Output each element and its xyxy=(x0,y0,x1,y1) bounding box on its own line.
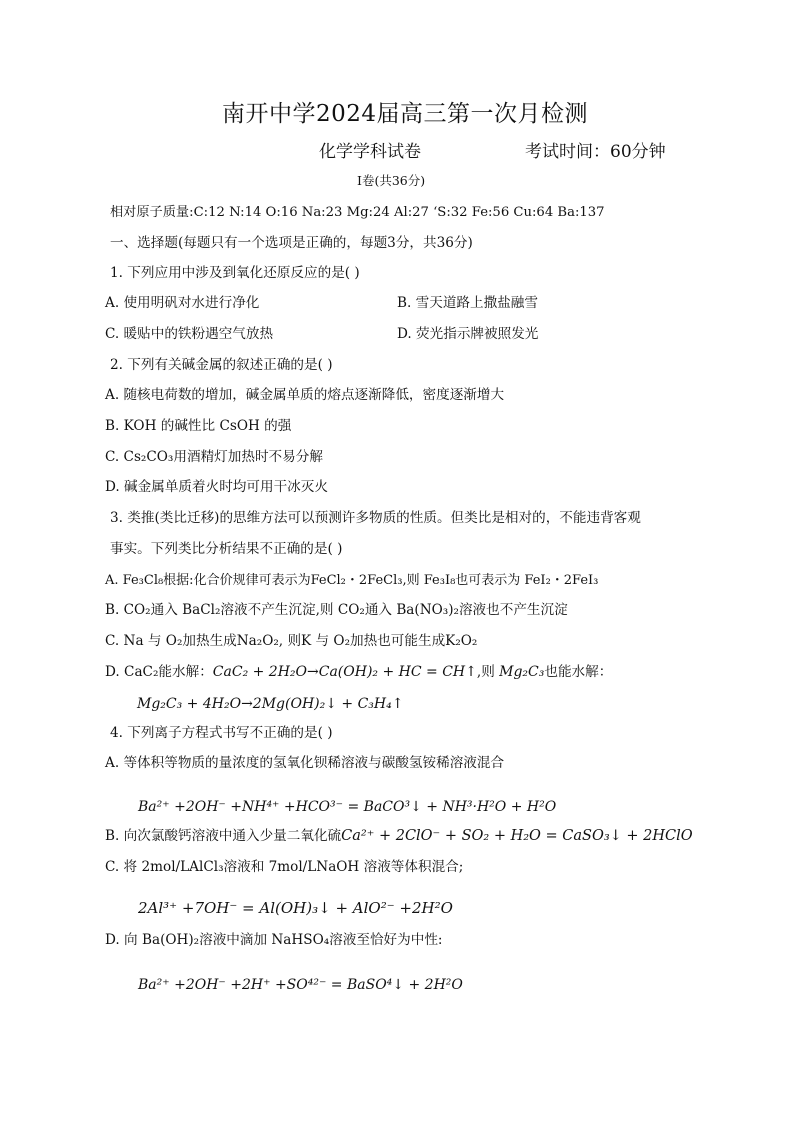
question-3-option-d-prefix: D. CaC₂能水解： xyxy=(105,664,213,680)
question-4-option-b xyxy=(105,829,693,844)
question-4-option-b-text: B. 向次氯酸钙溶液中通入少量二氧化硫 xyxy=(105,828,342,844)
exam-time-label: 考试时间：60分钟 xyxy=(525,142,666,162)
question-2-stem: 2. 下列有关碱金属的叙述正确的是( ) xyxy=(110,357,333,373)
question-2-option-c: C. Cs₂CO₃用酒精灯加热时不易分解 xyxy=(105,449,323,465)
atomic-masses: 相对原子质量:C:12 N:14 O:16 Na:23 Mg:24 Al:27 ‘S:32 Fe:56 Cu:64 Ba:137 xyxy=(110,205,605,220)
page-title: 南开中学2024届高三第一次月检测 xyxy=(222,101,589,127)
subject-label: 化学学科试卷 xyxy=(319,142,421,162)
question-1-stem: 1. 下列应用中涉及到氧化还原反应的是( ) xyxy=(110,265,360,281)
question-4-option-b-equation: Ca²⁺ + 2ClO⁻ + SO₂ + H₂O = CaSO₃↓ + 2HClO xyxy=(341,828,693,844)
question-3-option-d-equation: CaC₂ + 2H₂O→Ca(OH)₂ + HC = CH↑ xyxy=(212,664,477,680)
volume-label: Ⅰ卷(共36分) xyxy=(357,173,426,188)
question-1-option-d: D. 荧光指示牌被照发光 xyxy=(397,326,539,342)
question-2-option-b: B. KOH 的碱性比 CsOH 的强 xyxy=(105,418,292,434)
question-4-stem: 4. 下列离子方程式书写不正确的是( ) xyxy=(110,725,333,741)
question-3-stem-line2: 事实。下列类比分析结果不正确的是( ) xyxy=(110,541,343,557)
question-2-option-a: A. 随核电荷数的增加，碱金属单质的熔点逐渐降低，密度逐渐增大 xyxy=(105,387,505,403)
question-3-option-d-equation-2: Mg₂C₃ + 4H₂O→2Mg(OH)₂↓ + C₃H₄↑ xyxy=(137,696,404,712)
question-4-option-d: D. 向 Ba(OH)₂溶液中滴加 NaHSO₄溶液至恰好为中性: xyxy=(105,932,443,948)
question-3-option-a: A. Fe₃Cl₈根据:化合价规律可表示为FeCl₂・2FeCl₃,则 Fe₃I₈也可表示为 FeI₂・2FeI₃ xyxy=(105,573,599,588)
question-3-option-c: C. Na 与 O₂加热生成Na₂O₂, 则K 与 O₂加热也可能生成K₂O₂ xyxy=(105,633,478,649)
question-3-option-d-mid: ,则 xyxy=(476,664,500,680)
question-2-option-d: D. 碱金属单质着火时均可用干冰灭火 xyxy=(105,479,328,495)
question-4-option-c-equation: 2Al³⁺ +7OH⁻ = Al(OH)₃↓ + AlO²⁻ +2H²O xyxy=(138,899,453,917)
question-3-option-d xyxy=(105,665,612,680)
question-4-option-a: A. 等体积等物质的量浓度的氢氧化钡稀溶液与碳酸氢铵稀溶液混合 xyxy=(105,755,505,771)
question-3-option-d-suffix: 也能水解： xyxy=(544,664,613,680)
question-3-option-d-mg: Mg₂C₃ xyxy=(499,664,545,680)
question-1-option-a: A. 使用明矾对水进行净化 xyxy=(105,295,260,311)
question-4-option-d-equation: Ba²⁺ +2OH⁻ +2H⁺ +SO⁴²⁻ = BaSO⁴↓ + 2H²O xyxy=(138,977,463,993)
question-4-option-a-equation: Ba²⁺ +2OH⁻ +NH⁴⁺ +HCO³⁻ = BaCO³↓ + NH³·H²O + H²O xyxy=(138,799,557,815)
question-4-option-c: C. 将 2mol/LAlCl₃溶液和 7mol/LNaOH 溶液等体积混合; xyxy=(105,859,464,875)
question-3-stem-line1: 3. 类推(类比迁移)的思维方法可以预测许多物质的性质。但类比是相对的，不能违背客观 xyxy=(110,510,641,526)
question-3-option-b: B. CO₂通入 BaCl₂溶液不产生沉淀,则 CO₂通入 Ba(NO₃)₂溶液也不产生沉淀 xyxy=(105,602,568,618)
question-1-option-c: C. 暖贴中的铁粉遇空气放热 xyxy=(105,326,274,342)
section-heading: 一、选择题(每题只有一个选项是正确的，每题3分，共36分) xyxy=(110,235,473,251)
question-1-option-b: B. 雪天道路上撒盐融雪 xyxy=(397,295,538,311)
